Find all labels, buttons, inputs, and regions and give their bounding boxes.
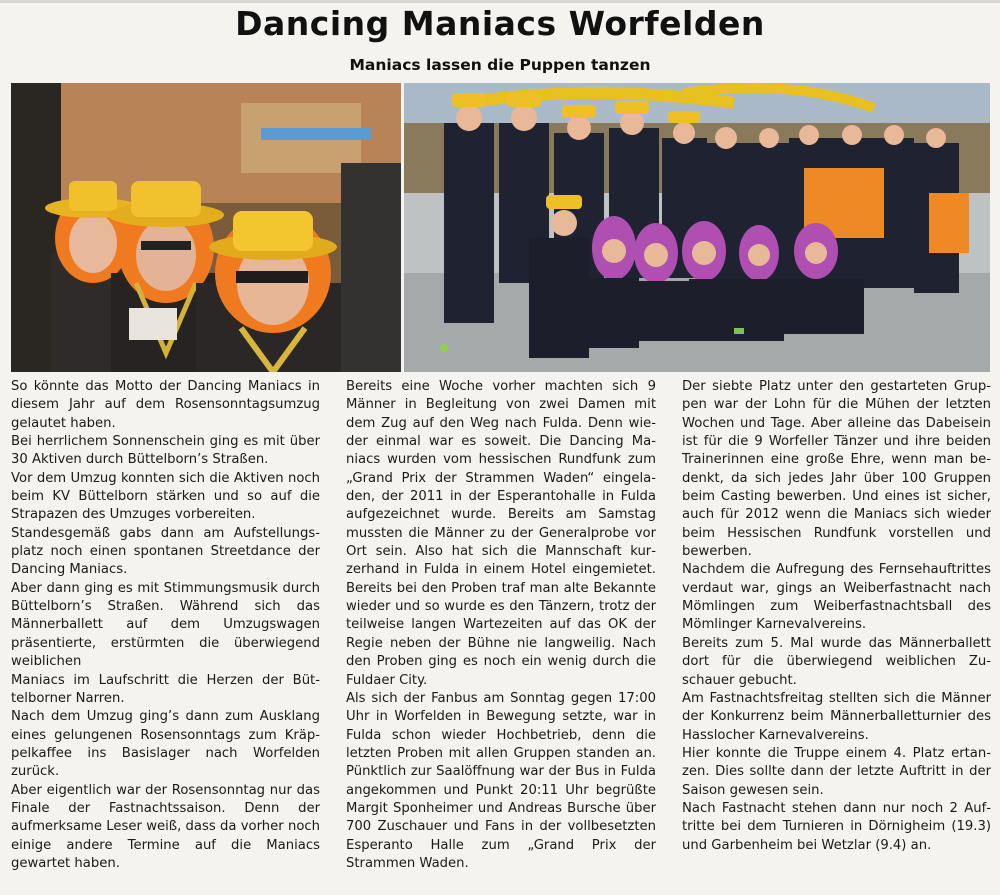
top-rule xyxy=(0,0,1000,3)
article-column-2 xyxy=(346,378,656,893)
paragraph: Bereits zum 5. Mal wurde das Männerballett dort für die überwiegend weiblichen Zuschauer gebucht. xyxy=(682,635,991,688)
paragraph: Der siebte Platz unter den gestarteten Gruppen war der Lohn für die Mühen der letzten Wochen und Tage. Aber alleine das Dabeisein ist für die 9 Worfeller Tänzer und ihre beiden Trainerinnen eine große Ehre, wenn man bedenkt, da sich jedes Jahr über 100 Gruppen beim Casting bewerben. Und eines ist sicher, auch für 2012 wenn die Maniacs sich wieder beim Hessischen Rundfunk vorstellen und bewerben. xyxy=(682,379,991,560)
paragraph: Hier konnte die Truppe einem 4. Platz ertanzen. Dies sollte dann der letzte Auftritt in der Saison gewesen sein. xyxy=(682,745,991,798)
paragraph: Maniacs im Laufschritt die Herzen der Büttelborner Narren. xyxy=(11,672,320,706)
paragraph: So könnte das Motto der Dancing Maniacs in diesem Jahr auf dem Rosensonntagsumzug gelautet haben. xyxy=(11,379,320,431)
paragraph: Nach Fastnacht stehen dann nur noch 2 Auftritte bei dem Turnieren in Dörnigheim (19.3) und Garbenheim bei Wetzlar (9.4) an. xyxy=(682,800,991,853)
paragraph: Als sich der Fanbus am Sonntag gegen 17:00 Uhr in Worfelden in Bewegung setzte, war in Fulda schon wieder Hochbetrieb, denn die letzten Proben mit allen Gruppen standen an. Pünktlich zur Saalöffnung war der Bus in Fulda angekommen und Punkt 20:11 Uhr begrüßte Margit Sponheimer und Andreas Bursche über 700 Zuschauer und Fans in der vollbesetzten Esperanto Halle zum „Grand Prix der Strammen Waden. xyxy=(346,690,656,871)
article-column-3 xyxy=(682,378,991,893)
paragraph: Nach dem Umzug ging’s dann zum Ausklang eines gelungenen Rosensonntags zum Kräppelkaffee ins Basislager nach Worfelden zurück. xyxy=(11,709,320,780)
paragraph: Vor dem Umzug konnten sich die Aktiven noch beim KV Büttelborn stärken und so auf die Strapazen des Umzuges vorbereiten. xyxy=(11,470,320,523)
group-photo-close-up xyxy=(11,83,401,372)
group-photo-full-team xyxy=(404,83,990,372)
paragraph: Bereits eine Woche vorher machten sich 9 Männer in Begleitung von zwei Damen mit dem Zug auf den Weg nach Fulda. Denn wieder einmal war es soweit. Die Dancing Maniacs wurden vom hessischen Rundfunk zum „Grand Prix der Strammen Waden“ eingeladen, der 2011 in der Esperantohalle in Fulda aufgezeichnet wurde. Bereits am Samstag mussten die Männer zu der Generalprobe vor Ort sein. Also hat sich die Mannschaft kurzerhand in Fulda in einem Hotel eingemietet. Bereits bei den Proben traf man alte Bekannte wieder und so wurde es den Tänzern, trotz der teilweise langen Wartezeiten auf das OK der Regie neben der Bühne nie langweilig. Nach den Proben ging es noch ein wenig durch die Fuldaer City. xyxy=(346,379,656,688)
paragraph: Am Fastnachtsfreitag stellten sich die Männer der Konkurrenz beim Männerballetturnier des Hasslocher Karnevalvereins. xyxy=(682,690,991,743)
article-column-1 xyxy=(11,378,320,893)
paragraph: Nachdem die Aufregung des Fernsehauftrittes verdaut war, gings an Weiberfastnacht nach Mömlingen zum Weiberfastnachtsball des Mömlinger Karnevalvereins. xyxy=(682,562,991,633)
paragraph: Aber dann ging es mit Stimmungsmusik durch Büttelborn’s Straßen. Während sich das Männerballett auf dem Umzugswagen präsentierte, erstürmten die überwiegend weiblichen xyxy=(11,580,320,670)
paragraph: Bei herrlichem Sonnenschein ging es mit über 30 Aktiven durch Büttelborn’s Straßen. xyxy=(11,434,320,468)
paragraph: Aber eigentlich war der Rosensonntag nur das Finale der Fastnachtssaison. Denn der aufmerksame Leser weiß, dass da vorher noch einige andere Termine auf die Maniacs gewartet haben. xyxy=(11,782,320,871)
headline: Dancing Maniacs Worfelden xyxy=(235,4,765,43)
subheadline: Maniacs lassen die Puppen tanzen xyxy=(349,56,651,74)
paragraph: Standesgemäß gabs dann am Aufstellungsplatz noch einen spontanen Streetdance der Dancing Maniacs. xyxy=(11,525,320,578)
